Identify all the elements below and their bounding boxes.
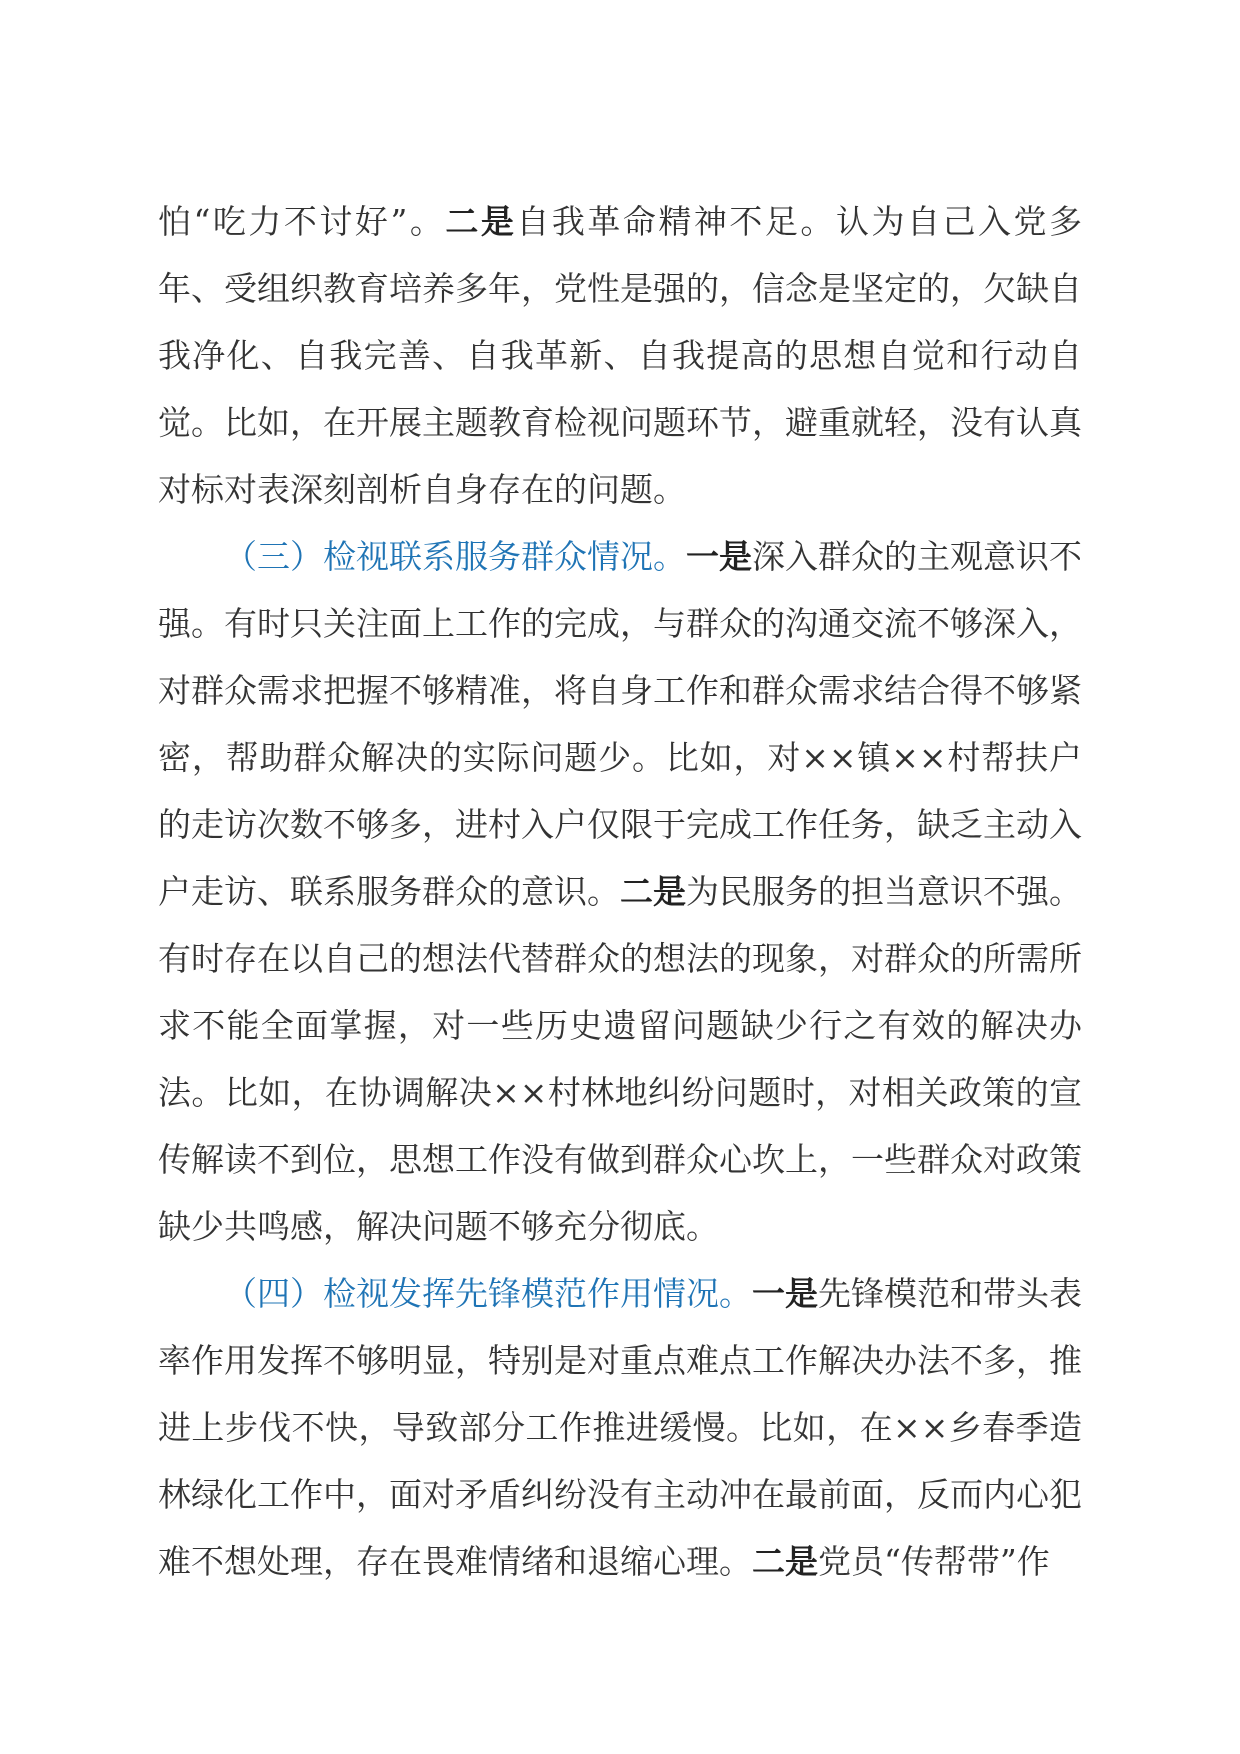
section-heading: （四）检视发挥先锋模范作用情况。 (224, 1274, 752, 1313)
paragraph-continuation (158, 188, 1082, 523)
bold-keyword: 二是 (620, 872, 686, 911)
paragraph-section-4 (158, 1260, 1082, 1595)
text-segment: 深入群众的主观意识不强。有时只关注面上工作的完成，与群众的沟通交流不够深入，对群众需求把握不够精准，将自身工作和群众需求结合得不够紧密，帮助群众解决的实际问题少。比如，对××镇××村帮扶户的走访次数不够多，进村入户仅限于完成工作任务，缺乏主动入户走访、联系服务群众的意识。 (158, 537, 1082, 911)
text-segment: 党员“传帮带”作 (818, 1542, 1050, 1581)
bold-keyword: 二是 (752, 1542, 818, 1581)
text-segment: 为民服务的担当意识不强。有时存在以自己的想法代替群众的想法的现象，对群众的所需所求不能全面掌握，对一些历史遗留问题缺少行之有效的解决办法。比如，在协调解决××村林地纠纷问题时，对相关政策的宣传解读不到位，思想工作没有做到群众心坎上，一些群众对政策缺少共鸣感，解决问题不够充分彻底。 (158, 872, 1082, 1246)
document-body (158, 188, 1082, 1595)
section-heading: （三）检视联系服务群众情况。 (224, 537, 686, 576)
text-segment: 先锋模范和带头表率作用发挥不够明显，特别是对重点难点工作解决办法不多，推进上步伐不快，导致部分工作推进缓慢。比如，在××乡春季造林绿化工作中，面对矛盾纠纷没有主动冲在最前面，反而内心犯难不想处理，存在畏难情绪和退缩心理。 (158, 1274, 1082, 1581)
text-segment: 自我革命精神不足。认为自己入党多年、受组织教育培养多年，党性是强的，信念是坚定的，欠缺自我净化、自我完善、自我革新、自我提高的思想自觉和行动自觉。比如，在开展主题教育检视问题环节，避重就轻，没有认真对标对表深刻剖析自身存在的问题。 (158, 202, 1083, 509)
text-segment: 怕“吃力不讨好”。 (158, 202, 446, 241)
paragraph-section-3 (158, 523, 1082, 1260)
bold-keyword: 一是 (686, 537, 752, 576)
bold-keyword: 二是 (445, 202, 517, 241)
bold-keyword: 一是 (752, 1274, 818, 1313)
